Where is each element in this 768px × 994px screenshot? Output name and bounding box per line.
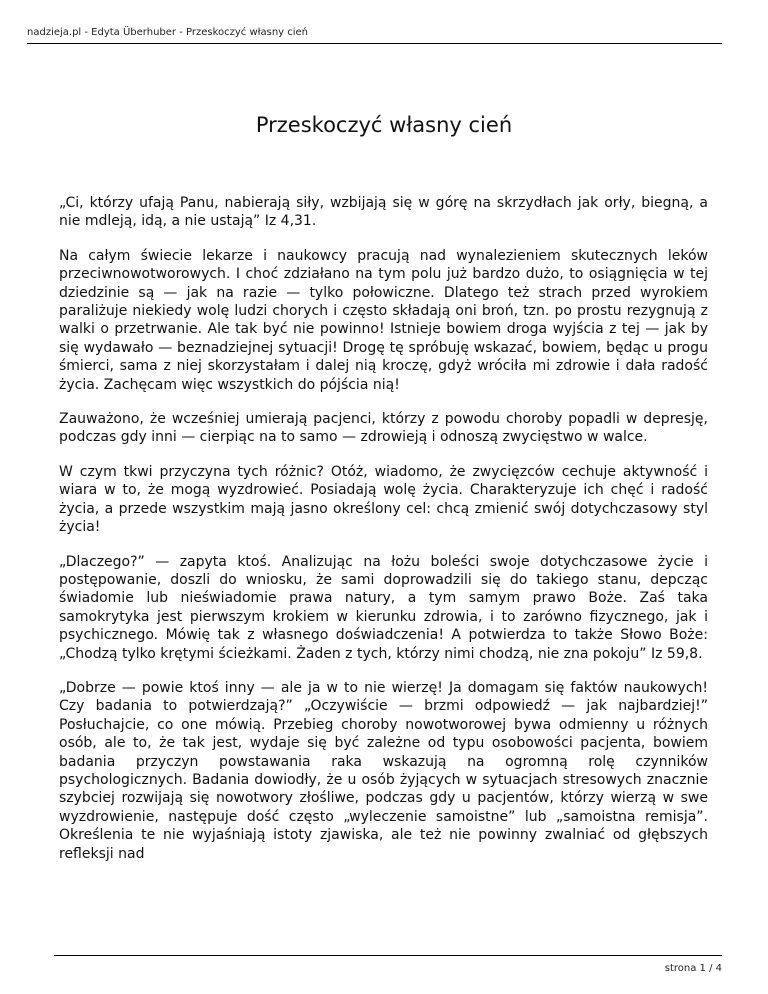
paragraph: Na całym świecie lekarze i naukowcy pracują nad wynalezieniem skutecznych leków przeciwnowotworowych. I choć zdziałano na tym polu już bardzo dużo, to osiągnięcia w tej dziedzinie są — jak na razie — tylko połowiczne. Dlatego też strach przed wyrokiem paraliżuje niekiedy wolę ludzi chorych i często składają oni broń, tzn. po prostu rezygnują z walki o przetrwanie. Ale tak być nie powinno! Istnieje bowiem droga wyjścia z tej — jak by się wydawało — beznadziejnej sytuacji! Drogę tę spróbuję wskazać, bowiem, będąc u progu śmierci, sama z niej skorzystałam i dalej nią kroczę, gdyż wróciła mi zdrowie i dała radość życia. Zachęcam więc wszystkich do pójścia nią! (59, 247, 708, 393)
header-rule (27, 43, 722, 44)
paragraph: „Dlaczego?” — zapyta ktoś. Analizując na łożu boleści swoje dotychczasowe życie i postępowanie, doszli do wniosku, że sami doprowadzili się do takiego stanu, depcząc świadomie lub nieświadomie prawa natury, a tym samym prawo Boże. Zaś taka samokrytyka jest pierwszym krokiem w kierunku zdrowia, i to zarówno fizycznego, jak i psychicznego. Mówię tak z własnego doświadczenia! A potwierdza to także Słowo Boże: „Chodzą tylko krętymi ścieżkami. Żaden z tych, którzy nimi chodzą, nie zna pokoju” Iz 59,8. (59, 553, 708, 662)
document-title: Przeskoczyć własny cień (255, 113, 513, 137)
running-header: nadzieja.pl - Edyta Überhuber - Przeskoczyć własny cień (27, 27, 309, 38)
footer-rule (54, 955, 722, 956)
paragraph: „Dobrze — powie ktoś inny — ale ja w to nie wierzę! Ja domagam się faktów naukowych! Czy badania to potwierdzają?” „Oczywiście — brzmi odpowiedź — jak najbardziej!” Posłuchajcie, co one mówią. Przebieg choroby nowotworowej bywa odmienny u różnych osób, ale to, że tak jest, wydaje się być zależne od typu osobowości pacjenta, bowiem badania przyczyn powstawania raka wskazują na ogromną rolę czynników psychologicznych. Badania dowiodły, że u osób żyjących w sytuacjach stresowych znacznie szybciej rozwijają się nowotwory złośliwe, podczas gdy u pacjentów, którzy wierzą w swe wyzdrowienie, następuje dość często „wyleczenie samoistne” lub „samoistna remisja”. Określenia te nie wyjaśniają istoty zjawiska, ale też nie powinny zwalniać od głębszych refleksji nad (59, 679, 708, 862)
paragraph: W czym tkwi przyczyna tych różnic? Otóż, wiadomo, że zwycięzców cechuje aktywność i wiara w to, że mogą wyzdrowieć. Posiadają wolę życia. Charakteryzuje ich chęć i radość życia, a przede wszystkim mają jasno określony cel: chcą zmienić swój dotychczasowy styl życia! (59, 463, 708, 536)
paragraph-quote: „Ci, którzy ufają Panu, nabierają siły, wzbijają się w górę na skrzydłach jak orły, biegną, a nie mdleją, idą, a nie ustają” Iz 4,31. (59, 195, 708, 230)
paragraph: Zauważono, że wcześniej umierają pacjenci, którzy z powodu choroby popadli w depresję, podczas gdy inni — cierpiąc na to samo — zdrowieją i odnoszą zwycięstwo w walce. (59, 411, 708, 446)
document-body (59, 194, 708, 879)
page-number: strona 1 / 4 (664, 963, 722, 974)
